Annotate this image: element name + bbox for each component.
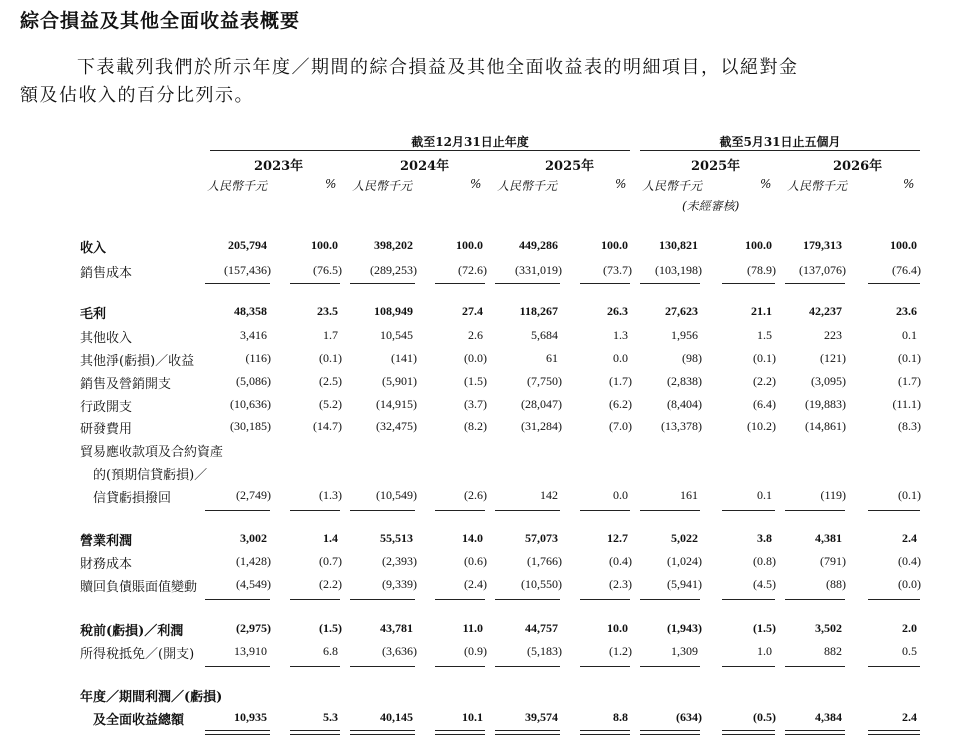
total-double-rule — [868, 734, 920, 735]
cell-value: (2,838) — [667, 374, 702, 388]
cell-value: 161 — [680, 488, 698, 502]
cell-value: 13,910 — [234, 644, 267, 658]
cell-value: (2,749) — [236, 488, 271, 502]
subtotal-rule — [640, 599, 700, 600]
cell-value: (4.5) — [753, 577, 776, 591]
page-title: 綜合損益及其他全面收益表概要 — [20, 10, 301, 32]
cell-value: (0.5) — [753, 710, 776, 724]
cell-value: (331,019) — [515, 263, 562, 277]
subtotal-rule — [722, 510, 775, 511]
unit-header-2024: 人民幣千元 — [352, 179, 413, 193]
subtotal-rule — [722, 283, 775, 284]
cell-value: 23.6 — [896, 304, 917, 318]
cell-value: 2.6 — [468, 328, 483, 342]
subtotal-rule — [722, 666, 775, 667]
cell-value: (157,436) — [224, 263, 271, 277]
cell-value: 179,313 — [803, 238, 842, 252]
cell-value: 3,502 — [815, 621, 842, 635]
row-label: 銷售及營銷開支 — [80, 377, 172, 392]
row-label-line: 的(預期信貸虧損)／ — [80, 468, 208, 483]
cell-value: (141) — [391, 351, 417, 365]
cell-value: 2.0 — [902, 621, 917, 635]
cell-value: 5,684 — [531, 328, 558, 342]
subtotal-rule — [868, 666, 920, 667]
row-label-line: 及全面收益總額 — [80, 713, 185, 728]
cell-value: (116) — [245, 351, 271, 365]
cell-value: (1,766) — [527, 554, 562, 568]
cell-value: 108,949 — [374, 304, 413, 318]
cell-value: (2.4) — [464, 577, 487, 591]
cell-value: 449,286 — [519, 238, 558, 252]
subtotal-rule — [290, 283, 340, 284]
cell-value: 6.8 — [323, 644, 338, 658]
cell-value: (2.2) — [319, 577, 342, 591]
cell-value: (1.2) — [609, 644, 632, 658]
cell-value: (1.7) — [609, 374, 632, 388]
total-double-rule — [580, 734, 630, 735]
cell-value: (634) — [676, 710, 702, 724]
cell-value: 205,794 — [228, 238, 267, 252]
total-double-rule — [640, 734, 700, 735]
cell-value: 12.7 — [607, 531, 628, 545]
total-double-rule — [495, 734, 560, 735]
cell-value: (6.2) — [609, 397, 632, 411]
total-double-rule — [205, 734, 270, 735]
cell-value: 10,935 — [234, 710, 267, 724]
cell-value: (4,549) — [236, 577, 271, 591]
cell-value: (3,095) — [811, 374, 846, 388]
subtotal-rule — [495, 510, 560, 511]
subtotal-rule — [785, 666, 845, 667]
subtotal-rule — [495, 666, 560, 667]
row-label — [80, 686, 222, 732]
pct-header-2023: % — [325, 177, 337, 191]
cell-value: (1.7) — [898, 374, 921, 388]
cell-value: 39,574 — [525, 710, 558, 724]
row-label: 所得稅抵免／(開支) — [80, 647, 195, 662]
cell-value: 10,545 — [380, 328, 413, 342]
row-label: 其他淨(虧損)／收益 — [80, 354, 195, 369]
cell-value: (0.8) — [753, 554, 776, 568]
row-label: 營業利潤 — [80, 534, 133, 549]
cell-value: 23.5 — [317, 304, 338, 318]
cell-value: (137,076) — [799, 263, 846, 277]
cell-value: (0.1) — [319, 351, 342, 365]
cell-value: (0.1) — [753, 351, 776, 365]
cell-value: 100.0 — [890, 238, 917, 252]
cell-value: (103,198) — [655, 263, 702, 277]
subtotal-rule — [580, 599, 630, 600]
cell-value: (13,378) — [661, 419, 702, 433]
intro-paragraph: 下表載列我們於所示年度／期間的綜合損益及其他全面收益表的明細項目，以絕對金 — [77, 57, 799, 78]
subtotal-rule — [350, 666, 415, 667]
cell-value: (7,750) — [527, 374, 562, 388]
cell-value: (1,024) — [667, 554, 702, 568]
cell-value: 55,513 — [380, 531, 413, 545]
total-double-rule — [785, 730, 845, 731]
subtotal-rule — [868, 283, 920, 284]
cell-value: (14,861) — [805, 419, 846, 433]
cell-value: (5,183) — [527, 644, 562, 658]
cell-value: 118,267 — [519, 304, 558, 318]
row-label: 收入 — [80, 241, 107, 256]
cell-value: 100.0 — [456, 238, 483, 252]
row-label-line: 年度／期間利潤／(虧損) — [80, 690, 223, 705]
cell-value: 2.4 — [902, 710, 917, 724]
cell-value: (76.5) — [313, 263, 342, 277]
row-label-line: 信貸虧損撥回 — [80, 491, 172, 506]
unaudited-note: (未經審核) — [682, 199, 740, 213]
cell-value: (2.5) — [319, 374, 342, 388]
cell-value: (31,284) — [521, 419, 562, 433]
cell-value: 27.4 — [462, 304, 483, 318]
subtotal-rule — [868, 510, 920, 511]
cell-value: 100.0 — [601, 238, 628, 252]
subtotal-rule — [290, 599, 340, 600]
unit-header-2025: 人民幣千元 — [497, 179, 558, 193]
cell-value: (289,253) — [370, 263, 417, 277]
cell-value: (28,047) — [521, 397, 562, 411]
subtotal-rule — [435, 666, 485, 667]
total-double-rule — [435, 730, 485, 731]
total-double-rule — [350, 734, 415, 735]
unit-header-2026-5m: 人民幣千元 — [787, 179, 848, 193]
cell-value: 14.0 — [462, 531, 483, 545]
cell-value: (14.7) — [313, 419, 342, 433]
subtotal-rule — [722, 599, 775, 600]
subtotal-rule — [350, 283, 415, 284]
cell-value: (78.9) — [747, 263, 776, 277]
cell-value: 1.4 — [323, 531, 338, 545]
cell-value: (30,185) — [230, 419, 271, 433]
cell-value: (2.6) — [464, 488, 487, 502]
subtotal-rule — [290, 510, 340, 511]
year-header-2024: 2024年 — [400, 159, 450, 174]
subtotal-rule — [785, 510, 845, 511]
subtotal-rule — [350, 510, 415, 511]
cell-value: (98) — [682, 351, 702, 365]
cell-value: 26.3 — [607, 304, 628, 318]
cell-value: (10,549) — [376, 488, 417, 502]
cell-value: 398,202 — [374, 238, 413, 252]
group-header-five-months: 截至5月31日止五個月 — [719, 135, 841, 149]
total-double-rule — [290, 734, 340, 735]
cell-value: (19,883) — [805, 397, 846, 411]
cell-value: (2.3) — [609, 577, 632, 591]
subtotal-rule — [495, 599, 560, 600]
cell-value: 2.4 — [902, 531, 917, 545]
cell-value: (0.6) — [464, 554, 487, 568]
subtotal-rule — [205, 666, 270, 667]
subtotal-rule — [580, 510, 630, 511]
subtotal-rule — [435, 510, 485, 511]
cell-value: 223 — [824, 328, 842, 342]
group-underline-five-months — [640, 150, 920, 151]
cell-value: 1,956 — [671, 328, 698, 342]
cell-value: (8.2) — [464, 419, 487, 433]
pct-header-2025: % — [615, 177, 627, 191]
subtotal-rule — [580, 283, 630, 284]
cell-value: (0.0) — [464, 351, 487, 365]
cell-value: 43,781 — [380, 621, 413, 635]
cell-value: (5,901) — [382, 374, 417, 388]
cell-value: 100.0 — [745, 238, 772, 252]
cell-value: 0.0 — [613, 488, 628, 502]
cell-value: (0.4) — [609, 554, 632, 568]
row-label: 贖回負債賬面值變動 — [80, 580, 198, 595]
total-double-rule — [350, 730, 415, 731]
row-label: 其他收入 — [80, 331, 133, 346]
cell-value: 142 — [540, 488, 558, 502]
cell-value: (1,943) — [667, 621, 702, 635]
cell-value: 130,821 — [659, 238, 698, 252]
cell-value: 5.3 — [323, 710, 338, 724]
group-underline-annual — [210, 150, 630, 151]
cell-value: 5,022 — [671, 531, 698, 545]
group-header-annual: 截至12月31日止年度 — [411, 135, 529, 149]
cell-value: 0.1 — [902, 328, 917, 342]
cell-value: (10,550) — [521, 577, 562, 591]
cell-value: 42,237 — [809, 304, 842, 318]
cell-value: (1.3) — [319, 488, 342, 502]
subtotal-rule — [350, 599, 415, 600]
cell-value: (8,404) — [667, 397, 702, 411]
row-label: 毛利 — [80, 307, 107, 322]
cell-value: (6.4) — [753, 397, 776, 411]
cell-value: 10.1 — [462, 710, 483, 724]
cell-value: (791) — [820, 554, 846, 568]
cell-value: (2.2) — [753, 374, 776, 388]
cell-value: (1.5) — [464, 374, 487, 388]
cell-value: 21.1 — [751, 304, 772, 318]
cell-value: (3.7) — [464, 397, 487, 411]
cell-value: 61 — [546, 351, 558, 365]
cell-value: (11.1) — [892, 397, 921, 411]
cell-value: 27,623 — [665, 304, 698, 318]
cell-value: 44,757 — [525, 621, 558, 635]
subtotal-rule — [205, 510, 270, 511]
cell-value: 0.0 — [613, 351, 628, 365]
year-header-2025: 2025年 — [545, 159, 595, 174]
cell-value: 1.0 — [757, 644, 772, 658]
subtotal-rule — [205, 599, 270, 600]
total-double-rule — [722, 734, 775, 735]
cell-value: 8.8 — [613, 710, 628, 724]
cell-value: (3,636) — [382, 644, 417, 658]
cell-value: 1,309 — [671, 644, 698, 658]
row-label: 研發費用 — [80, 422, 133, 437]
cell-value: 48,358 — [234, 304, 267, 318]
cell-value: 100.0 — [311, 238, 338, 252]
total-double-rule — [435, 734, 485, 735]
cell-value: 4,384 — [815, 710, 842, 724]
cell-value: (0.9) — [464, 644, 487, 658]
subtotal-rule — [640, 283, 700, 284]
cell-value: (88) — [826, 577, 846, 591]
cell-value: (5.2) — [319, 397, 342, 411]
cell-value: (2,393) — [382, 554, 417, 568]
total-double-rule — [205, 730, 270, 731]
intro-paragraph-continued: 額及佔收入的百分比列示。 — [20, 85, 254, 106]
cell-value: (0.1) — [898, 351, 921, 365]
year-header-2025-5m: 2025年 — [691, 159, 741, 174]
total-double-rule — [785, 734, 845, 735]
subtotal-rule — [435, 599, 485, 600]
cell-value: (0.1) — [898, 488, 921, 502]
subtotal-rule — [640, 666, 700, 667]
row-label: 稅前(虧損)／利潤 — [80, 624, 184, 639]
row-label: 財務成本 — [80, 557, 133, 572]
cell-value: 4,381 — [815, 531, 842, 545]
subtotal-rule — [640, 510, 700, 511]
subtotal-rule — [290, 666, 340, 667]
year-header-2023: 2023年 — [254, 159, 304, 174]
subtotal-rule — [435, 283, 485, 284]
cell-value: (0.0) — [898, 577, 921, 591]
cell-value: (1,428) — [236, 554, 271, 568]
cell-value: (121) — [820, 351, 846, 365]
total-double-rule — [495, 730, 560, 731]
cell-value: (5,941) — [667, 577, 702, 591]
cell-value: 1.5 — [757, 328, 772, 342]
cell-value: 1.3 — [613, 328, 628, 342]
cell-value: 11.0 — [462, 621, 483, 635]
total-double-rule — [868, 730, 920, 731]
row-label: 行政開支 — [80, 400, 133, 415]
cell-value: 0.1 — [757, 488, 772, 502]
pct-header-2024: % — [470, 177, 482, 191]
cell-value: 40,145 — [380, 710, 413, 724]
cell-value: (14,915) — [376, 397, 417, 411]
subtotal-rule — [785, 599, 845, 600]
cell-value: (2,975) — [236, 621, 271, 635]
pct-header-2026-5m: % — [903, 177, 915, 191]
subtotal-rule — [785, 283, 845, 284]
subtotal-rule — [495, 283, 560, 284]
cell-value: (1.5) — [319, 621, 342, 635]
cell-value: (8.3) — [898, 419, 921, 433]
total-double-rule — [580, 730, 630, 731]
cell-value: (1.5) — [753, 621, 776, 635]
row-label — [80, 441, 223, 510]
cell-value: (5,086) — [236, 374, 271, 388]
cell-value: (119) — [820, 488, 846, 502]
cell-value: (0.7) — [319, 554, 342, 568]
unit-header-2023: 人民幣千元 — [207, 179, 268, 193]
total-double-rule — [290, 730, 340, 731]
cell-value: (76.4) — [892, 263, 921, 277]
subtotal-rule — [580, 666, 630, 667]
subtotal-rule — [205, 283, 270, 284]
unit-header-2025-5m: 人民幣千元 — [642, 179, 703, 193]
cell-value: 10.0 — [607, 621, 628, 635]
cell-value: (32,475) — [376, 419, 417, 433]
total-double-rule — [640, 730, 700, 731]
cell-value: 0.5 — [902, 644, 917, 658]
cell-value: (7.0) — [609, 419, 632, 433]
cell-value: 1.7 — [323, 328, 338, 342]
total-double-rule — [722, 730, 775, 731]
cell-value: (10,636) — [230, 397, 271, 411]
cell-value: 3,002 — [240, 531, 267, 545]
cell-value: (72.6) — [458, 263, 487, 277]
year-header-2026-5m: 2026年 — [833, 159, 883, 174]
cell-value: (0.4) — [898, 554, 921, 568]
cell-value: 57,073 — [525, 531, 558, 545]
cell-value: (9,339) — [382, 577, 417, 591]
row-label: 銷售成本 — [80, 266, 133, 281]
cell-value: (10.2) — [747, 419, 776, 433]
cell-value: 882 — [824, 644, 842, 658]
row-label-line: 貿易應收款項及合約資產 — [80, 445, 224, 460]
cell-value: 3.8 — [757, 531, 772, 545]
cell-value: (73.7) — [603, 263, 632, 277]
cell-value: 3,416 — [240, 328, 267, 342]
subtotal-rule — [868, 599, 920, 600]
pct-header-2025-5m: % — [760, 177, 772, 191]
